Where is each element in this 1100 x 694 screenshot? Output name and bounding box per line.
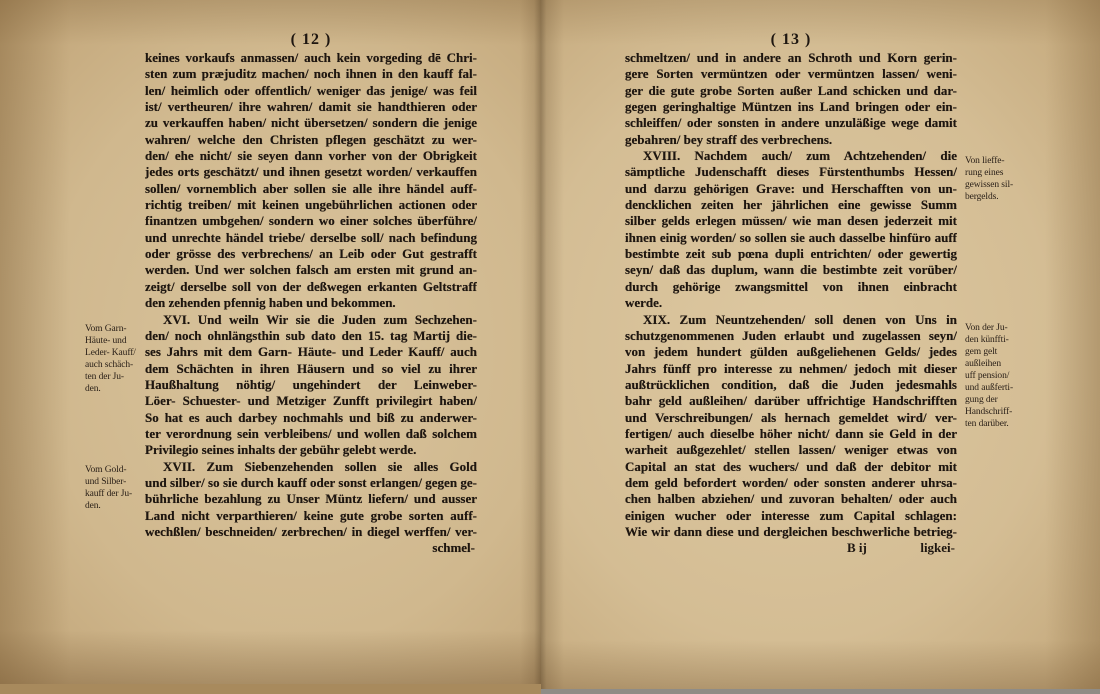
text-line: bestimbte zeit sub pœna dupli entrichten/ oder gewertig — [625, 246, 957, 262]
text-line: ihnen einig worden/ so sollen sie auch dasselbe hinfüro auff — [625, 229, 957, 245]
text-line: den/ noch ohnlängsthin sub dato den 15. tag Martij die- — [145, 327, 477, 343]
margin-note-line: Leder- Kauff/ — [85, 348, 136, 358]
page-number: ( 13 ) — [770, 31, 812, 48]
catchword: ligkei- — [920, 540, 955, 556]
text-block — [625, 50, 957, 557]
margin-note-line: den. — [85, 501, 101, 511]
text-line: außtrücklichen condition, daß die Juden jedesmahls — [625, 376, 957, 392]
text-line: sten zum præjuditz machen/ noch ihnen in den kauff fal- — [145, 66, 477, 82]
text-line: wahren/ welche den Christen pflegen geschätzt zu wer- — [145, 131, 477, 147]
text-line: ter verordnung sein verbleibens/ und wollen daß solchem — [145, 425, 477, 441]
margin-note — [965, 155, 1013, 203]
text-line: sollen/ vornemblich aber sollen sie alle ihre händel auff- — [145, 180, 477, 196]
margin-note-line: außleihen — [965, 359, 1002, 369]
text-line: chen halben abziehen/ und zuvoran behalten/ oder auch — [625, 491, 957, 507]
text-line: keines vorkaufs anmassen/ auch kein vorgeding dē Chri- — [145, 50, 477, 65]
margin-note-line: Vom Garn- — [85, 324, 127, 334]
text-line: sämptliche Judenschafft dieses Fürstenthumbs Hessen/ — [625, 164, 957, 180]
margin-note — [965, 322, 1013, 430]
text-line: fertigen/ auch dieselbe höher nicht/ dann sie Geld in der — [625, 425, 957, 441]
text-line: dencklichen zeiten her jährlichen eine gewisse Summ — [625, 197, 957, 213]
text-line: gebahren/ bey straff des verbrechens. — [625, 131, 833, 147]
page-left — [0, 0, 541, 694]
text-line: ist/ vertheuren/ ihre wahren/ damit sie handthieren oder — [145, 99, 477, 115]
text-line: Capital an stat des wuchers/ und daß der debitor mit — [625, 458, 957, 474]
catchword: schmel- — [432, 540, 475, 556]
text-line: und unrechte händel triebe/ derselbe soll/ nach befindung — [145, 229, 477, 245]
text-line: von jedem hundert gülden außgeliehenen Gelds/ jedes — [625, 344, 957, 360]
text-line: ger die gute grobe Sorten außer Land schicken und dar- — [625, 82, 957, 98]
text-line: zu verkauffen haben/ nicht übersetzen/ sondern die jenige — [145, 115, 477, 131]
page-edge — [0, 684, 541, 694]
text-line: silber gelds erlegen müssen/ wie man desen jederzeit mit — [625, 213, 957, 229]
section-heading-line: XIX. Zum Neuntzehenden/ soll denen von Uns in — [643, 311, 957, 327]
text-line: den/ ehe nicht/ sie seyen dann vorher von der Obrigkeit — [145, 148, 477, 164]
margin-note-line: und Silber- — [85, 477, 127, 487]
text-line: seyn/ daß das duplum, wann die bestimbte zeit vorüber/ — [625, 262, 957, 278]
text-line: Wie wir dann diese und dergleichen beschwerliche betrieg- — [625, 523, 957, 539]
text-line: zeigt/ derselbe soll von der deßwegen erkanten Geltstraff — [145, 278, 477, 294]
margin-note-line: gem gelt — [965, 347, 998, 357]
margin-note-line: ten darüber. — [965, 419, 1009, 429]
text-line: Löer- Schuester- und Metziger Zunfft privilegirt haben/ — [145, 393, 477, 409]
text-line: len/ heimlich oder offentlich/ weniger das jenige/ was feil — [145, 82, 477, 98]
margin-note-line: gung der — [965, 395, 998, 405]
margin-note — [85, 464, 132, 512]
section-heading-line: XVII. Zum Siebenzehenden sollen sie alles Gold — [163, 458, 477, 474]
text-line: bührliche bezahlung zu Unser Müntz liefern/ und ausser — [145, 491, 477, 507]
margin-note-line: gewissen sil- — [965, 180, 1014, 190]
margin-note-line: Von der Ju- — [965, 323, 1008, 333]
text-line: werde. — [625, 295, 663, 311]
text-line: bahr geld außleihen/ darüber uffrichtige Handschrifften — [625, 393, 957, 409]
text-line: gere Sorten vermüntzen oder vermüntzen lassen/ weni- — [625, 66, 957, 82]
text-line: werden. Und wer solchen falsch am ersten mit grund an- — [145, 262, 477, 278]
page-right — [541, 0, 1100, 694]
text-line: jedes orts geschätzt/ und ihnen gesetzt worden/ verkauffen — [145, 164, 477, 180]
text-line: den zehenden pfennig haben und bekommen. — [145, 295, 396, 311]
text-line: schmeltzen/ und in andere an Schroth und Korn gerin- — [625, 50, 957, 65]
margin-note-line: uff pension/ — [965, 371, 1010, 381]
margin-note-line: Von lieffe- — [965, 156, 1005, 166]
section-heading-line: XVIII. Nachdem auch/ zum Achtzehenden/ die — [643, 148, 957, 164]
signature-mark: B ij — [847, 540, 867, 556]
text-line: ses Jahrs mit dem Garn- Häute- und Leder Kauff/ auch — [145, 344, 477, 360]
text-line: schleiffen/ oder sonsten in andere unzuläßige wege damit — [625, 115, 957, 131]
text-block — [145, 50, 477, 557]
text-line: durch gehörige zwangsmittel von ihnen einbracht — [625, 278, 957, 294]
margin-note-line: und außferti- — [965, 383, 1014, 393]
text-line: dem Schächten in ihren Häusern und so viel zu ihrer — [145, 360, 477, 376]
text-line: Haußhaltung nöhtig/ ungehindert der Leinweber- — [145, 376, 477, 392]
text-line: richtig treiben/ mit keinen ungebührlichen actionen oder — [145, 197, 477, 213]
page-number: ( 12 ) — [290, 31, 332, 48]
margin-note-line: den künffti- — [965, 335, 1009, 345]
text-line: Land nicht verparthieren/ keine gute grobe sorten auff- — [145, 507, 477, 523]
text-line: So hat es auch darbey nochmahls und biß zu anderwer- — [145, 409, 477, 425]
text-line: oder grösse des verbrechens/ an Leib oder Gut gestrafft — [145, 246, 477, 262]
margin-note-line: Handschriff- — [965, 407, 1013, 417]
margin-note-line: ten der Ju- — [85, 372, 124, 382]
text-line: schutzgenommenen Juden erlaubt und zugelassen seyn/ — [625, 327, 957, 343]
text-line: Jahrs fünff pro interesse zu nehmen/ jedoch mit dieser — [625, 360, 957, 376]
text-line: gegen geringhaltige Müntzen ins Land bringen oder ein- — [625, 99, 957, 115]
text-line: und darzu gehörigen Grave: und Herschafften von un- — [625, 180, 957, 196]
text-line: einigen wucher oder interesse zum Capital schlagen: — [625, 507, 957, 523]
text-line: Privilegio seines inhalts der gebühr gelebt werde. — [145, 442, 417, 458]
margin-note-line: Vom Gold- — [85, 465, 127, 475]
margin-note — [85, 323, 136, 395]
text-line: warheit außgezehlet/ stellen lassen/ weniger etwas von — [625, 442, 957, 458]
section-heading-line: XVI. Und weiln Wir sie die Juden zum Sechzehen- — [163, 311, 477, 327]
margin-note-line: bergelds. — [965, 192, 999, 202]
text-line: und silber/ so sie durch kauff oder sonst erlangen/ gegen ge- — [145, 474, 477, 490]
margin-note-line: den. — [85, 384, 101, 394]
text-line: und Verschreibungen/ als hernach gemeldet wird/ ver- — [625, 409, 957, 425]
margin-note-line: rung eines — [965, 168, 1004, 178]
book-spine — [520, 0, 564, 694]
text-line: dem geld befordert worden/ oder sonsten anderer uhrsa- — [625, 474, 957, 490]
table-edge — [541, 689, 1100, 694]
page-footer — [625, 540, 957, 556]
margin-note-line: auch schäch- — [85, 360, 134, 370]
text-line: finantzen umbgehen/ sondern wo einer solches überführe/ — [145, 213, 477, 229]
margin-note-line: kauff der Ju- — [85, 489, 133, 499]
margin-note-line: Häute- und — [85, 336, 127, 346]
text-line: wechßlen/ beschneiden/ zerbrechen/ in diegel werffen/ ver- — [145, 523, 477, 539]
